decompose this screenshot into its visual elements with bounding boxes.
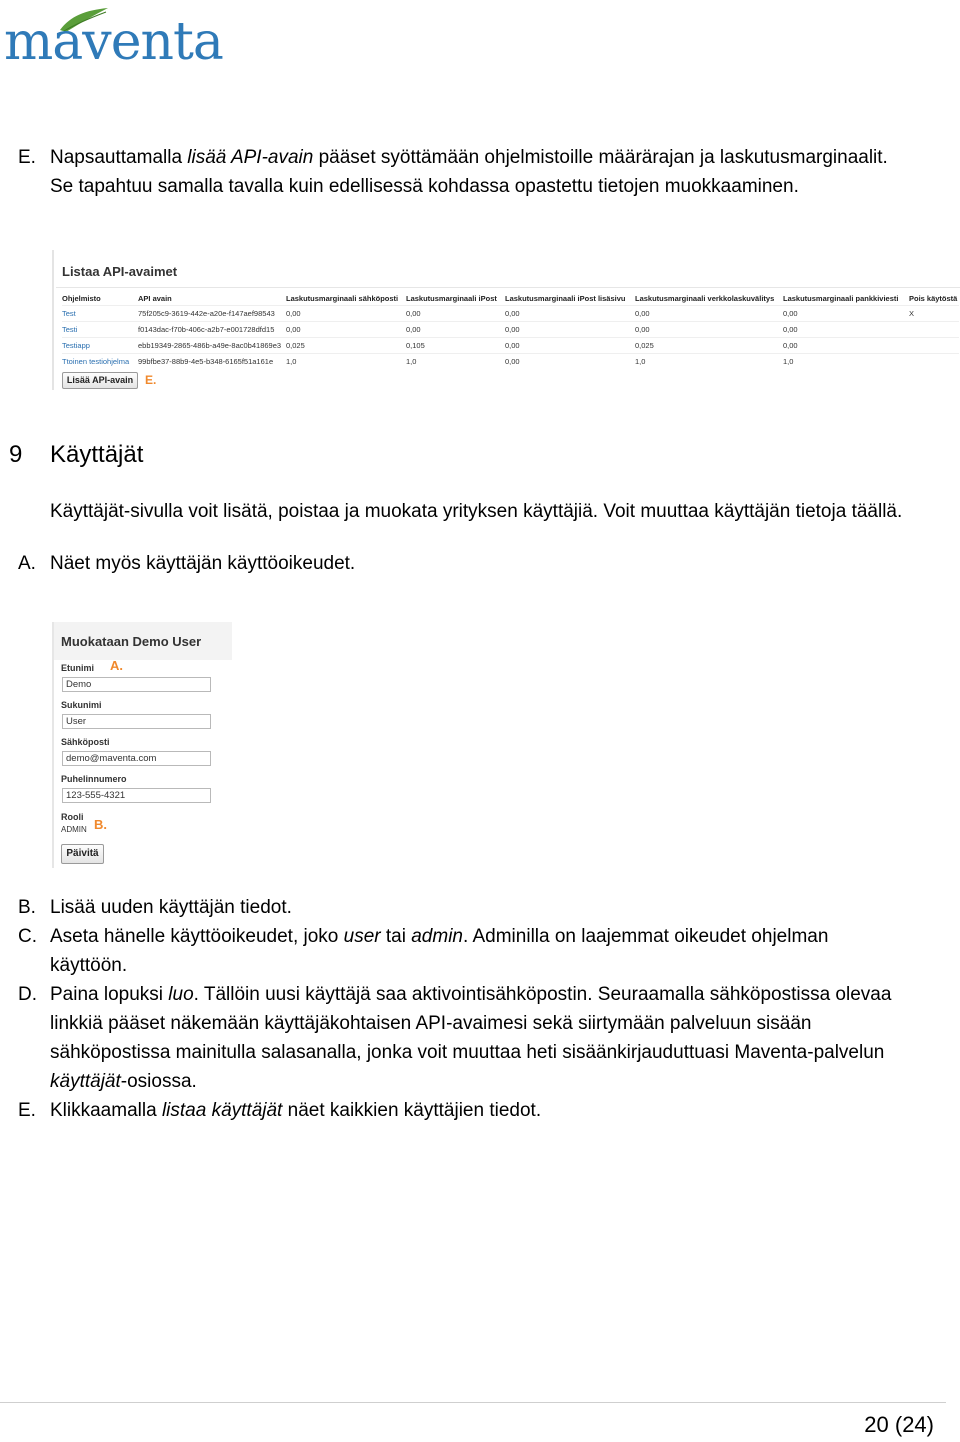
column-header: Laskutusmarginaali iPost lisäsivu (505, 293, 626, 303)
table-cell (909, 322, 959, 338)
table-cell: 0,00 (406, 322, 505, 338)
api-keys-title: Listaa API-avaimet (62, 264, 178, 279)
table-cell: 75f205c9-3619-442e-a20e-f147aef98543 (138, 306, 286, 322)
marker-e: E. (145, 373, 157, 387)
software-link[interactable]: Test (62, 306, 138, 322)
software-link[interactable]: Ttoinen testiohjelma (62, 354, 138, 370)
table-cell: 0,00 (406, 306, 505, 322)
item-label-e2: E. (18, 1100, 36, 1121)
item-label-b: B. (18, 897, 36, 918)
logo-text: maventa (4, 12, 223, 72)
table-row (62, 322, 959, 338)
item-label-c: C. (18, 926, 37, 947)
table-cell: 0,00 (505, 354, 635, 370)
last-name-label: Sukunimi (61, 700, 102, 710)
table-cell (909, 354, 959, 370)
item-b-text: Lisää uuden käyttäjän tiedot. (50, 897, 292, 918)
item-e2-text: Klikkaamalla listaa käyttäjät näet kaikkien käyttäjien tiedot. (50, 1100, 542, 1121)
table-cell: 0,00 (635, 306, 783, 322)
item-c-text: Aseta hänelle käyttöoikeudet, joko user tai admin. Adminilla on laajemmat oikeudet ohjelman käyttöön. (50, 926, 829, 976)
table-cell: 1,0 (286, 354, 406, 370)
item-label-d: D. (18, 984, 37, 1005)
table-row (62, 354, 959, 370)
first-name-field[interactable]: Demo (62, 677, 211, 692)
column-header: Laskutusmarginaali pankkiviesti (783, 293, 899, 303)
edit-user-screenshot (52, 622, 232, 868)
role-label: Rooli (61, 812, 84, 822)
email-field[interactable]: demo@maventa.com (62, 751, 211, 766)
role-value: ADMIN (61, 825, 87, 834)
column-header: Ohjelmisto (62, 293, 101, 303)
table-cell (909, 338, 959, 354)
table-cell: 0,00 (505, 338, 635, 354)
section-number: 9 (9, 441, 23, 468)
table-cell: 0,00 (505, 322, 635, 338)
table-cell: f0143dac-f70b-406c-a2b7-e001728dfd15 (138, 322, 286, 338)
email-label: Sähköposti (61, 737, 110, 747)
form-title: Muokataan Demo User (61, 634, 202, 649)
table-cell: 1,0 (635, 354, 783, 370)
section-e-text: Napsauttamalla lisää API-avain pääset syöttämään ohjelmistoille määrärajan ja laskutusmarginaalit. Se tapahtuu samalla tavalla kuin edellisessä kohdassa opastettu tietojen muokkaaminen. (50, 147, 888, 197)
table-row (62, 306, 959, 322)
first-name-label: Etunimi (61, 663, 94, 673)
table-cell: 0,00 (635, 322, 783, 338)
table-row (62, 338, 959, 354)
table-cell: 0,105 (406, 338, 505, 354)
maventa-logo (4, 4, 234, 76)
table-cell: 0,00 (783, 306, 909, 322)
item-label-e: E. (18, 147, 36, 168)
last-name-field[interactable]: User (62, 714, 211, 729)
marker-b: B. (94, 817, 107, 832)
api-keys-table (62, 291, 959, 369)
item-d-text: Paina lopuksi luo. Tällöin uusi käyttäjä saa aktivointisähköpostin. Seuraamalla sähköpostissa olevaa linkkiä pääset näkemään käyttäjäkohtaisen API-avaimesi sekä siirtymään palveluun sisään sähköpostissa mainitulla salasanalla, jonka voit muuttaa heti sisäänkirjauduttuasi Maventa-palvelun käyttäjät-osiossa. (50, 984, 892, 1092)
column-header: Laskutusmarginaali sähköposti (286, 293, 399, 303)
table-cell: 99bfbe37-88b9-4e5-b348-6165f51a161e (138, 354, 286, 370)
table-cell: X (909, 306, 959, 322)
divider (56, 287, 960, 288)
table-cell: 1,0 (783, 354, 909, 370)
table-cell: ebb19349-2865-486b-a49e-8ac0b41869e3 (138, 338, 286, 354)
update-button[interactable]: Päivitä (61, 844, 104, 864)
add-api-key-button[interactable]: Lisää API-avain (62, 372, 138, 389)
phone-label: Puhelinnumero (61, 774, 127, 784)
column-header: API avain (138, 293, 172, 303)
footer-divider (0, 1402, 946, 1403)
table-cell: 0,00 (505, 306, 635, 322)
column-header: Pois käytöstä (909, 293, 958, 303)
section-title: Käyttäjät (50, 441, 144, 468)
software-link[interactable]: Testi (62, 322, 138, 338)
phone-field[interactable]: 123-555-4321 (62, 788, 211, 803)
table-cell: 0,00 (286, 306, 406, 322)
column-header: Laskutusmarginaali iPost (406, 293, 497, 303)
column-header: Laskutusmarginaali verkkolaskuvälitys (635, 293, 775, 303)
table-header-row (62, 291, 959, 306)
software-link[interactable]: Testiapp (62, 338, 138, 354)
section-intro: Käyttäjät-sivulla voit lisätä, poistaa ja muokata yrityksen käyttäjiä. Voit muuttaa käyttäjän tietoja täällä. (50, 501, 903, 522)
page-number: 20 (24) (864, 1412, 934, 1437)
table-cell: 0,00 (783, 322, 909, 338)
table-cell: 0,025 (286, 338, 406, 354)
item-label-a: A. (18, 553, 36, 574)
item-a-text: Näet myös käyttäjän käyttöoikeudet. (50, 553, 356, 574)
table-cell: 0,00 (286, 322, 406, 338)
marker-a: A. (110, 658, 123, 673)
table-cell: 0,025 (635, 338, 783, 354)
api-keys-screenshot (52, 250, 960, 390)
table-cell: 0,00 (783, 338, 909, 354)
table-cell: 1,0 (406, 354, 505, 370)
